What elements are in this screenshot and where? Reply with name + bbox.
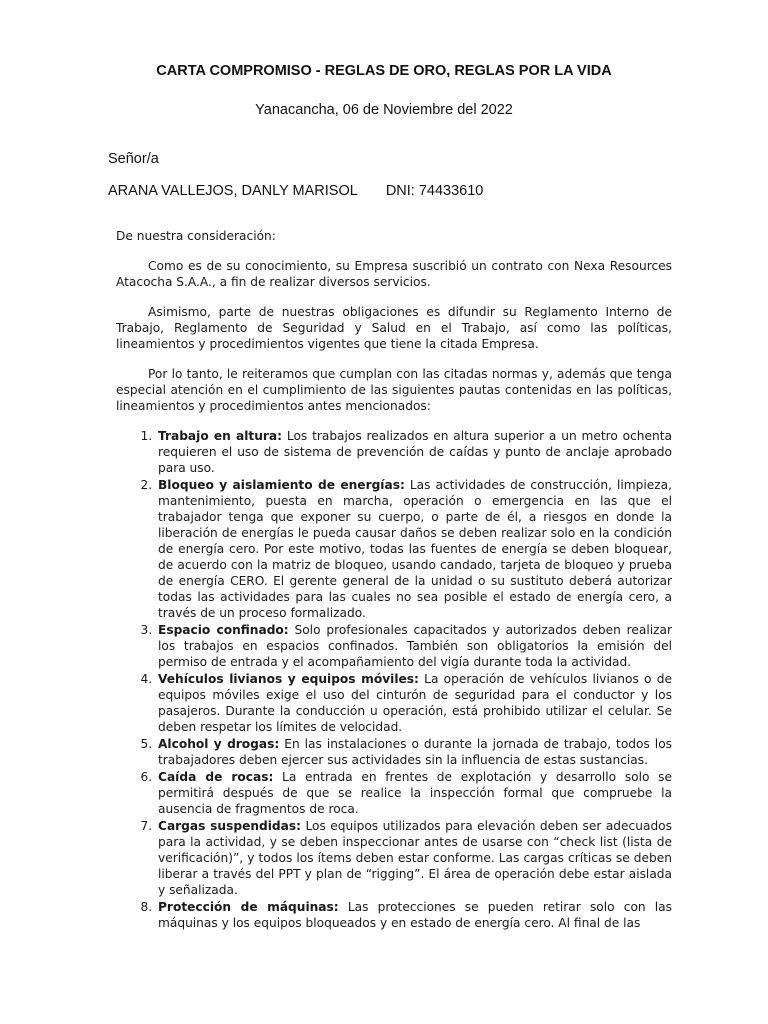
rule-item <box>156 671 672 735</box>
rule-title: Bloqueo y aislamiento de energías: <box>158 478 405 492</box>
rule-title: Vehículos livianos y equipos móviles: <box>158 672 419 686</box>
rule-text: En las instalaciones o durante la jornada de trabajo, todos los trabajadores deben ejercer sus actividades sin la influencia de estas sustancias. <box>158 737 672 767</box>
rule-title: Protección de máquinas: <box>158 900 339 914</box>
rule-text: Las protecciones se pueden retirar solo con las máquinas y los equipos bloqueados y en estado de energía cero. Al final de las <box>158 900 672 930</box>
rule-text: La entrada en frentes de explotación y desarrollo solo se permitirá después de que se realice la inspección formal que compruebe la ausencia de fragmentos de roca. <box>158 770 672 816</box>
rule-item <box>156 736 672 768</box>
greeting: De nuestra consideración: <box>116 229 276 243</box>
rule-title: Cargas suspendidas: <box>158 819 302 833</box>
rule-title: Trabajo en altura: <box>158 429 283 443</box>
rule-item <box>156 899 672 931</box>
recipient-line <box>108 183 483 199</box>
rule-item <box>156 477 672 621</box>
rule-item <box>156 622 672 670</box>
rule-text: Solo profesionales capacitados y autorizados deben realizar los trabajos en espacios confinados. También son obligatorios la emisión del permiso de entrada y el acompañamiento del vigía durante toda la actividad. <box>158 623 672 669</box>
rule-item <box>156 769 672 817</box>
salutation: Señor/a <box>108 151 159 167</box>
rule-text: Los equipos utilizados para elevación deben ser adecuados para la actividad, y se deben inspeccionar antes de usarse con “check list (lista de verificación)”, y todos los ítems deben estar conforme. Las cargas críticas se deben liberar a través del PPT y plan de “rigging”. El área de operación debe estar aislada y señalizada. <box>158 819 672 897</box>
rule-item <box>156 818 672 898</box>
recipient-name: ARANA VALLEJOS, DANLY MARISOL <box>108 183 358 199</box>
recipient-dni: DNI: 74433610 <box>385 183 484 199</box>
rule-text: La operación de vehículos livianos o de equipos móviles exige el uso del cinturón de seguridad para el conductor y los pasajeros. Durante la conducción u operación, está prohibido utilizar el celular. Se deben respetar los límites de velocidad. <box>158 672 672 734</box>
golden-rules-list <box>116 428 672 931</box>
paragraph-obligations: Asimismo, parte de nuestras obligaciones es difundir su Reglamento Interno de Trabajo, Reglamento de Seguridad y Salud en el Trabajo, así como las políticas, lineamientos y procedimientos vigentes que tiene la citada Empresa. <box>116 305 672 351</box>
rule-text: Los trabajos realizados en altura superior a un metro ochenta requieren el uso de sistema de prevención de caídas y punto de anclaje aprobado para uso. <box>158 429 673 475</box>
rule-title: Alcohol y drogas: <box>158 737 280 751</box>
rule-title: Espacio confinado: <box>158 623 289 637</box>
document-title: CARTA COMPROMISO - REGLAS DE ORO, REGLAS POR LA VIDA <box>156 63 612 79</box>
place-date: Yanacancha, 06 de Noviembre del 2022 <box>255 102 513 118</box>
rule-item <box>156 428 672 476</box>
rule-text: Las actividades de construcción, limpieza, mantenimiento, puesta en marcha, operación o emergencia en las que el trabajador tenga que exponer su cuerpo, o parte de él, a riesgos en donde la liberación de energías le pueda causar daños se deben realizar solo en la condición de energía cero. Por este motivo, todas las fuentes de energía se deben bloquear, de acuerdo con la matriz de bloqueo, usando candado, tarjeta de bloqueo y prueba de energía CERO. El gerente general de la unidad o su sustituto deberá autorizar todas las actividades para las cuales no sea posible el estado de energía cero, a través de un proceso formalizado. <box>158 478 672 620</box>
rule-title: Caída de rocas: <box>158 770 274 784</box>
paragraph-guidelines: Por lo tanto, le reiteramos que cumplan con las citadas normas y, además que tenga especial atención en el cumplimiento de las siguientes pautas contenidas en las políticas, lineamientos y procedimientos antes mencionados: <box>116 367 672 413</box>
letter-body <box>116 228 672 932</box>
paragraph-contract: Como es de su conocimiento, su Empresa suscribió un contrato con Nexa Resources Atacocha S.A.A., a fin de realizar diversos servicios. <box>116 259 672 289</box>
